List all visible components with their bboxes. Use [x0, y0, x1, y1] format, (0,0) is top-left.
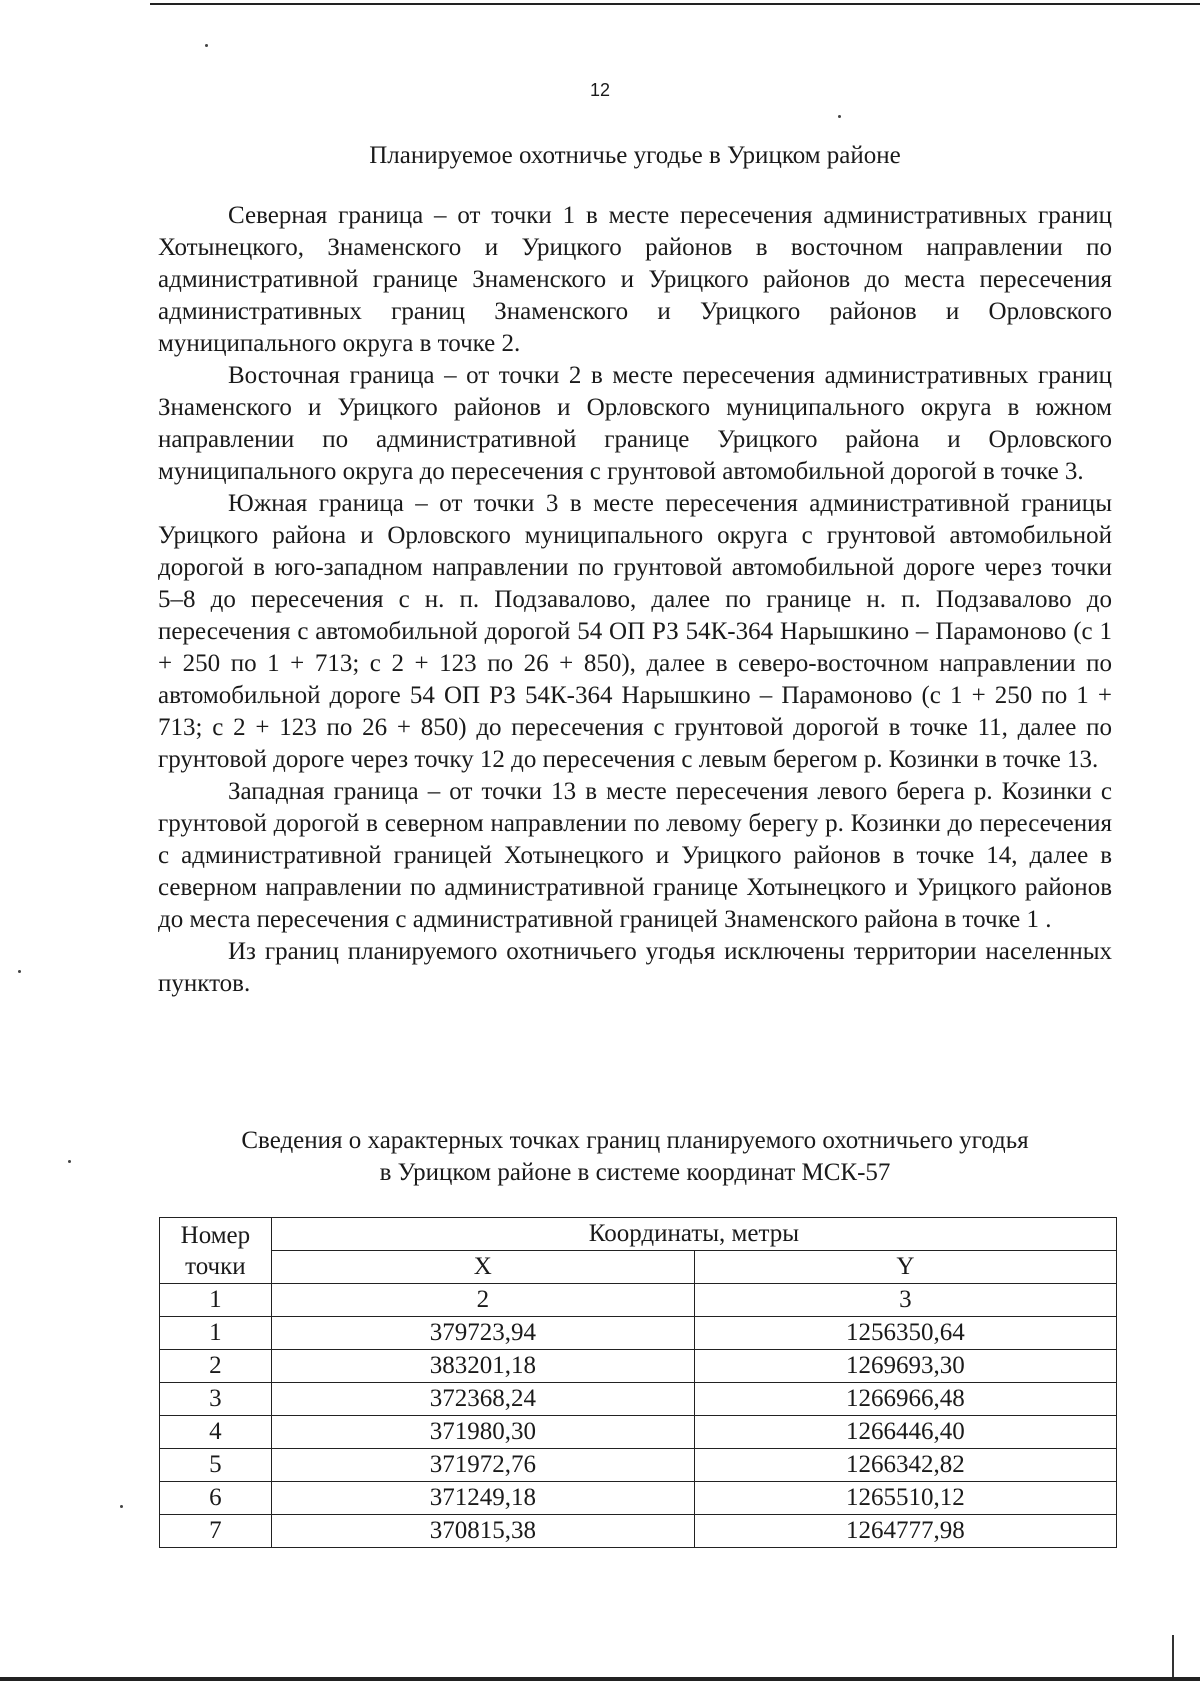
x-cell: 371249,18: [271, 1482, 694, 1515]
y-cell: 1266342,82: [694, 1449, 1116, 1482]
y-cell: 1269693,30: [694, 1350, 1116, 1383]
page-number: 12: [589, 80, 611, 100]
table-row: [160, 1482, 1117, 1515]
y-cell: 1264777,98: [694, 1515, 1116, 1548]
scan-border-right: [1172, 1635, 1174, 1677]
boundary-description: [158, 200, 1112, 1000]
x-cell: 371972,76: [271, 1449, 694, 1482]
x-header: X: [271, 1251, 694, 1284]
table-caption: [158, 1125, 1112, 1189]
south-boundary-paragraph: Южная граница – от точки 3 в месте пересечения административной границы Урицкого района и Орловского муниципального округа с грунтовой автомобильной дорогой в юго-западном направлении по грунтовой автомобильной дороге через точки 5–8 до пересечения с н. п. Подзавалово, далее по границе н. п. Подзавалово до пересечения с автомобильной дорогой 54 ОП РЗ 54К-364 Нарышкино – Парамоново (с 1 + 250 по 1 + 713; с 2 + 123 по 26 + 850), далее в северо-восточном направлении по автомобильной дороге 54 ОП РЗ 54К-364 Нарышкино – Парамоново (с 1 + 250 по 1 + 713; с 2 + 123 по 26 + 850) до пересечения с грунтовой дорогой в точке 11, далее по грунтовой дороге через точку 12 до пересечения с левым берегом р. Козинки в точке 13.: [158, 490, 1112, 773]
point-number-cell: 2: [160, 1350, 272, 1383]
scan-speck: [120, 1505, 123, 1508]
scan-speck: [68, 1160, 71, 1163]
y-cell: 1265510,12: [694, 1482, 1116, 1515]
exclusions-paragraph: Из границ планируемого охотничьего угодья исключены территории населенных пунктов.: [158, 938, 1112, 997]
coordinates-table: [159, 1217, 1117, 1548]
point-number-header: [160, 1218, 272, 1284]
table-row: [160, 1350, 1117, 1383]
north-boundary-paragraph: Северная граница – от точки 1 в месте пересечения административных границ Хотынецкого, Знаменского и Урицкого районов в восточном направлении по административной границе Знаменского и Урицкого районов до места пересечения административных границ Знаменского и Урицкого районов и Орловского муниципального округа в точке 2.: [158, 202, 1112, 357]
table-numbering-row: [160, 1284, 1117, 1317]
point-number-cell: 3: [160, 1383, 272, 1416]
scan-border-bottom: [0, 1677, 1200, 1681]
x-cell: 371980,30: [271, 1416, 694, 1449]
point-number-cell: 5: [160, 1449, 272, 1482]
table-row: [160, 1515, 1117, 1548]
east-boundary-paragraph: Восточная граница – от точки 2 в месте пересечения административных границ Знаменского и Урицкого районов и Орловского муниципального округа в южном направлении по административной границе Урицкого района и Орловского муниципального округа до пересечения с грунтовой автомобильной дорогой в точке 3.: [158, 362, 1112, 485]
x-cell: 383201,18: [271, 1350, 694, 1383]
scan-border-top: [150, 3, 1200, 5]
west-boundary-paragraph: Западная граница – от точки 13 в месте пересечения левого берега р. Козинки с грунтовой дорогой в северном направлении по левому берегу р. Козинки до пересечения с административной границей Хотынецкого и Урицкого районов в точке 14, далее в северном направлении по административной границе Хотынецкого и Урицкого районов до места пересечения с административной границей Знаменского района в точке 1 .: [158, 778, 1112, 933]
coordinates-header: Координаты, метры: [271, 1218, 1116, 1251]
table-subheader-row: [160, 1251, 1117, 1284]
numbering-cell: 3: [694, 1284, 1116, 1317]
y-header: Y: [694, 1251, 1116, 1284]
table-caption-line-1: Сведения о характерных точках границ планируемого охотничьего угодья: [241, 1127, 1029, 1154]
table-row: [160, 1416, 1117, 1449]
scan-speck: [838, 115, 841, 118]
table-caption-line-2: в Урицком районе в системе координат МСК-57: [379, 1159, 891, 1186]
table-row: [160, 1383, 1117, 1416]
y-cell: 1266446,40: [694, 1416, 1116, 1449]
numbering-cell: 1: [160, 1284, 272, 1317]
point-number-cell: 1: [160, 1317, 272, 1350]
point-number-header-label: Номер точки: [180, 1221, 251, 1280]
x-cell: 372368,24: [271, 1383, 694, 1416]
scan-speck: [18, 970, 21, 973]
table-row: [160, 1449, 1117, 1482]
y-cell: 1266966,48: [694, 1383, 1116, 1416]
table-row: [160, 1317, 1117, 1350]
section-heading: Планируемое охотничье угодье в Урицком районе: [369, 142, 901, 169]
x-cell: 370815,38: [271, 1515, 694, 1548]
scan-speck: [205, 44, 208, 47]
x-cell: 379723,94: [271, 1317, 694, 1350]
table-header-row: [160, 1218, 1117, 1251]
point-number-cell: 7: [160, 1515, 272, 1548]
point-number-cell: 4: [160, 1416, 272, 1449]
numbering-cell: 2: [271, 1284, 694, 1317]
point-number-cell: 6: [160, 1482, 272, 1515]
y-cell: 1256350,64: [694, 1317, 1116, 1350]
